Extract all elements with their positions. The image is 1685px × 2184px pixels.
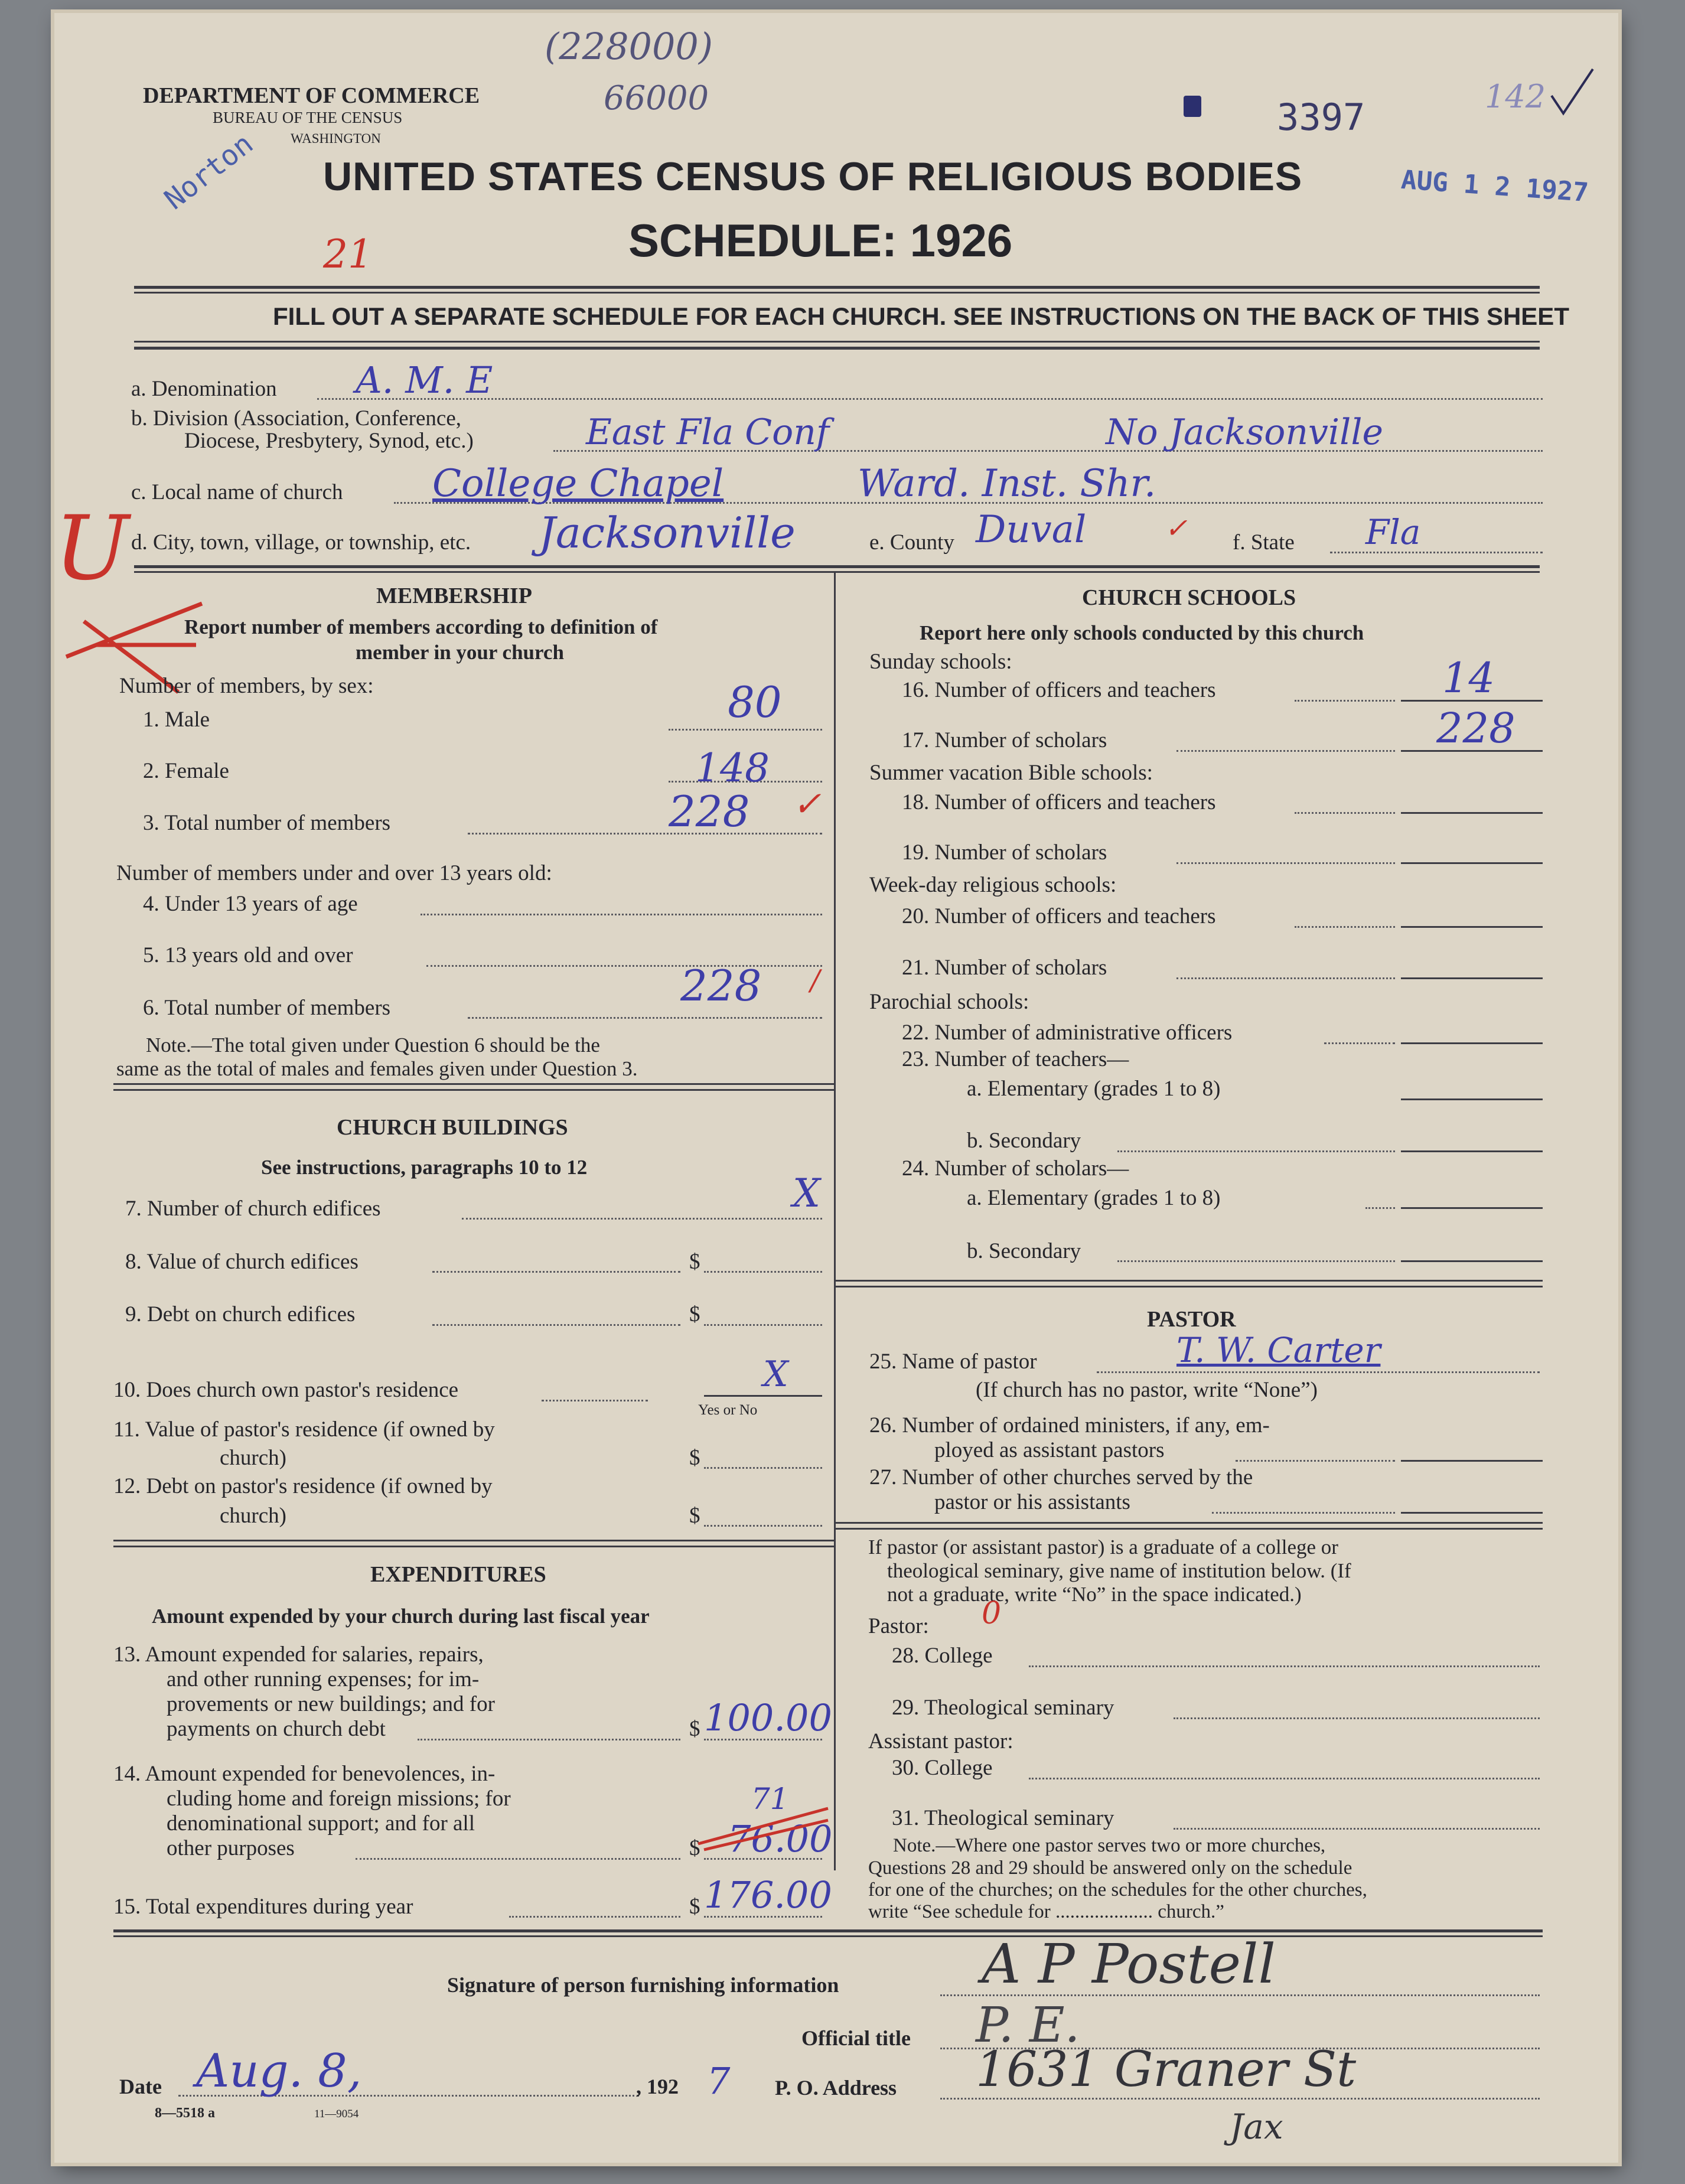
q15-dollar: $ <box>689 1895 700 1919</box>
q1-label: 1. Male <box>143 708 210 732</box>
q26-label-2: ployed as assistant pastors <box>934 1438 1165 1462</box>
dotted-line <box>432 1324 680 1326</box>
official-title-label: Official title <box>801 2026 911 2050</box>
schedule-title: SCHEDULE: 1926 <box>628 214 1013 266</box>
q4-label: 4. Under 13 years of age <box>143 892 358 916</box>
pastor-grad-value[interactable]: 0 <box>982 1596 1002 1631</box>
dotted-line <box>1117 1260 1395 1262</box>
q13-dollar: $ <box>689 1717 700 1741</box>
q11-label-2: church) <box>220 1446 286 1470</box>
q13-label-3: provements or new buildings; and for <box>167 1692 495 1716</box>
date-label: Date <box>119 2075 162 2098</box>
dotted-line <box>1295 926 1395 928</box>
q13-label-2: and other running expenses; for im- <box>167 1667 480 1691</box>
form-number: 8—5518 a <box>155 2105 215 2121</box>
q14-value[interactable]: 76.00 <box>728 1817 833 1860</box>
q27-label: 27. Number of other churches served by the <box>869 1465 1253 1489</box>
q7-value[interactable]: X <box>793 1171 820 1216</box>
answer-line <box>1401 1512 1543 1514</box>
dotted-line <box>1176 750 1395 752</box>
stamp-number: 3397 <box>1277 96 1365 139</box>
answer-line <box>704 1467 822 1469</box>
weekday-label: Week-day religious schools: <box>869 873 1117 897</box>
dotted-line <box>418 1739 680 1740</box>
q18-label: 18. Number of officers and teachers <box>902 790 1216 814</box>
answer-line <box>704 1395 822 1397</box>
answer-line <box>669 729 822 731</box>
dotted-line <box>1295 700 1395 702</box>
q3-label: 3. Total number of members <box>143 811 391 835</box>
answer-line <box>421 914 822 915</box>
sunday-label: Sunday schools: <box>869 650 1012 674</box>
q14-label-3: denominational support; and for all <box>167 1811 475 1836</box>
q3-value[interactable]: 228 <box>669 787 750 836</box>
q9-label: 9. Debt on church edifices <box>125 1302 356 1326</box>
q16-label: 16. Number of officers and teachers <box>902 678 1216 702</box>
rule <box>113 1929 1543 1932</box>
q17-value[interactable]: 228 <box>1436 704 1515 752</box>
official-title-value[interactable]: P. E. <box>976 1997 1080 2053</box>
red-strikethrough-icon <box>692 1797 834 1862</box>
membership-sub1: Report number of members according to definition of <box>184 615 658 638</box>
answer-line <box>704 1324 822 1326</box>
rule <box>134 565 1540 568</box>
expenditures-sub: Amount expended by your church during last fiscal year <box>152 1605 650 1628</box>
q17-label: 17. Number of scholars <box>902 728 1107 752</box>
q24b-label: b. Secondary <box>967 1239 1081 1263</box>
rule <box>834 1528 1543 1530</box>
county-label: e. County <box>869 530 954 555</box>
division-label: b. Division (Association, Conference, <box>131 406 461 431</box>
grad-instr-3: not a graduate, write “No” in the space indicated.) <box>887 1583 1302 1606</box>
dotted-line <box>1176 862 1395 864</box>
by-sex-label: Number of members, by sex: <box>119 674 374 698</box>
q28-label: 28. College <box>892 1644 993 1668</box>
q26-label: 26. Number of ordained ministers, if any, em- <box>869 1413 1270 1437</box>
state-value[interactable]: Fla <box>1365 512 1421 552</box>
answer-line <box>1097 1371 1540 1373</box>
q25-value[interactable]: T. W. Carter <box>1176 1330 1381 1370</box>
assistant-label: Assistant pastor: <box>868 1729 1013 1753</box>
handwritten-number-paren: (228000) <box>545 25 713 68</box>
answer-line <box>1174 1828 1540 1830</box>
date-stamp: AUG 1 2 1927 <box>1400 164 1590 208</box>
q13-label: 13. Amount expended for salaries, repairs, <box>113 1642 484 1667</box>
division-value-2[interactable]: No Jacksonville <box>1106 412 1384 453</box>
rule <box>113 1935 1543 1937</box>
address-line <box>940 2098 1540 2100</box>
answer-line <box>1401 862 1543 864</box>
schools-heading: CHURCH SCHOOLS <box>1082 585 1296 610</box>
answer-line <box>1401 1460 1543 1462</box>
q6-label: 6. Total number of members <box>143 996 391 1020</box>
instruction-banner: FILL OUT A SEPARATE SCHEDULE FOR EACH CHURCH. SEE INSTRUCTIONS ON THE BACK OF THIS SHEET <box>273 302 1569 330</box>
red-mark-u: U <box>54 497 129 600</box>
dotted-line <box>509 1916 680 1918</box>
summer-label: Summer vacation Bible schools: <box>869 761 1153 785</box>
local-name-value[interactable]: College Chapel <box>432 462 724 506</box>
q29-label: 29. Theological seminary <box>892 1696 1114 1720</box>
dotted-line <box>1365 1207 1395 1209</box>
answer-line <box>468 833 822 835</box>
q2-label: 2. Female <box>143 759 229 783</box>
local-name-value-2[interactable]: Ward. Inst. Shr. <box>858 462 1156 506</box>
county-check: ✓ <box>1165 512 1188 544</box>
q5-label: 5. 13 years old and over <box>143 943 353 967</box>
q12-label-2: church) <box>220 1504 286 1528</box>
answer-line <box>1401 812 1543 814</box>
print-number: 11—9054 <box>314 2108 359 2120</box>
state-label: f. State <box>1233 530 1295 555</box>
q20-label: 20. Number of officers and teachers <box>902 904 1216 928</box>
address-label: P. O. Address <box>775 2076 897 2100</box>
q8-label: 8. Value of church edifices <box>125 1250 358 1274</box>
answer-line <box>1401 1260 1543 1262</box>
q31-label: 31. Theological seminary <box>892 1806 1114 1830</box>
answer-line <box>1174 1717 1540 1719</box>
answer-line <box>704 1271 822 1273</box>
membership-heading: MEMBERSHIP <box>376 584 532 608</box>
q1-value[interactable]: 80 <box>728 677 782 727</box>
county-value[interactable]: Duval <box>976 508 1087 552</box>
stamp-ink-mark <box>1184 96 1201 117</box>
q8-dollar: $ <box>689 1250 700 1274</box>
grad-instr-2: theological seminary, give name of institution below. (If <box>887 1559 1351 1582</box>
rule <box>834 1286 1543 1287</box>
q25-label: 25. Name of pastor <box>869 1349 1037 1374</box>
pastor-note-3: for one of the churches; on the schedules for the other churches, <box>868 1879 1367 1901</box>
rule <box>134 341 1540 343</box>
local-name-label: c. Local name of church <box>131 480 343 504</box>
q6-value[interactable]: 228 <box>680 961 762 1010</box>
q14-label: 14. Amount expended for benevolences, in- <box>113 1762 496 1786</box>
division-label-2: Diocese, Presbytery, Synod, etc.) <box>184 429 474 453</box>
answer-line <box>1401 977 1543 979</box>
buildings-sub: See instructions, paragraphs 10 to 12 <box>261 1156 588 1179</box>
rule <box>134 571 1540 573</box>
q16-value[interactable]: 14 <box>1442 654 1495 702</box>
q24-label: 24. Number of scholars— <box>902 1156 1129 1181</box>
signature-label: Signature of person furnishing information <box>447 1973 839 1997</box>
dotted-line <box>1324 1042 1395 1044</box>
q7-label: 7. Number of church edifices <box>125 1197 381 1221</box>
form-title: UNITED STATES CENSUS OF RELIGIOUS BODIES <box>323 154 1303 199</box>
q14-dollar: $ <box>689 1836 700 1860</box>
q22-label: 22. Number of administrative officers <box>902 1021 1233 1045</box>
dotted-line <box>1212 1512 1395 1514</box>
answer-line <box>1401 1098 1543 1100</box>
denomination-value[interactable]: A. M. E <box>356 358 493 402</box>
yes-no-hint: Yes or No <box>698 1402 758 1418</box>
q11-label: 11. Value of pastor's residence (if owned by <box>113 1417 495 1442</box>
q14-label-2: cluding home and foreign missions; for <box>167 1787 511 1811</box>
q9-dollar: $ <box>689 1302 700 1326</box>
column-divider <box>834 571 836 1870</box>
q3-check: ✓ <box>793 784 822 824</box>
q12-label: 12. Debt on pastor's residence (if owned by <box>113 1474 493 1498</box>
year-digit[interactable]: 7 <box>707 2059 731 2102</box>
city-value[interactable]: Jacksonville <box>539 508 796 558</box>
q21-label: 21. Number of scholars <box>902 956 1107 980</box>
q10-value[interactable]: X <box>763 1354 788 1395</box>
answer-line <box>1029 1778 1540 1779</box>
q24a-label: a. Elementary (grades 1 to 8) <box>967 1186 1221 1210</box>
dotted-line <box>317 398 1543 400</box>
rule <box>134 292 1540 294</box>
q11-dollar: $ <box>689 1446 700 1470</box>
city-label: WASHINGTON <box>291 131 381 146</box>
address-value[interactable]: 1631 Graner St <box>976 2042 1357 2098</box>
dotted-line <box>1236 1460 1395 1462</box>
q15-label: 15. Total expenditures during year <box>113 1895 413 1919</box>
q15-value[interactable]: 176.00 <box>704 1873 832 1916</box>
year-prefix: , 192 <box>636 2075 679 2098</box>
signature-value[interactable]: A P Postell <box>982 1932 1276 1996</box>
rule <box>113 1540 834 1541</box>
q6-mark: / <box>810 964 820 997</box>
pastor-heading: PASTOR <box>1147 1307 1236 1332</box>
q23-label: 23. Number of teachers— <box>902 1047 1129 1071</box>
dotted-line <box>1295 812 1395 814</box>
rule <box>113 1089 834 1091</box>
rule <box>134 347 1540 350</box>
dotted-line <box>1330 552 1543 553</box>
norton-stamp: Norton <box>158 127 260 217</box>
answer-line <box>1029 1665 1540 1667</box>
corner-number: 142 <box>1485 78 1546 115</box>
address-value-2[interactable]: Jax <box>1230 2107 1283 2147</box>
rule <box>834 1522 1543 1524</box>
answer-line <box>1401 926 1543 928</box>
answer-line <box>704 1525 822 1527</box>
red-number-21: 21 <box>323 232 373 277</box>
rule <box>113 1546 834 1547</box>
q12-dollar: $ <box>689 1504 700 1528</box>
schools-sub: Report here only schools conducted by this church <box>920 621 1364 644</box>
city-label: d. City, town, village, or township, etc. <box>131 530 471 555</box>
q10-label: 10. Does church own pastor's residence <box>113 1378 459 1402</box>
q23a-label: a. Elementary (grades 1 to 8) <box>967 1077 1221 1101</box>
corner-check-icon <box>1549 66 1596 119</box>
q2-value[interactable]: 148 <box>695 745 770 791</box>
expenditures-heading: EXPENDITURES <box>370 1562 546 1587</box>
q30-label: 30. College <box>892 1756 993 1780</box>
date-value[interactable]: Aug. 8, <box>196 2045 362 2098</box>
under-over-label: Number of members under and over 13 years old: <box>116 861 552 885</box>
answer-line <box>426 965 822 967</box>
q14-alt-value: 71 <box>751 1782 789 1816</box>
dept-label: DEPARTMENT OF COMMERCE <box>143 83 480 108</box>
answer-line <box>1401 1150 1543 1152</box>
bureau-label: BUREAU OF THE CENSUS <box>213 109 403 126</box>
q25-note: (If church has no pastor, write “None”) <box>976 1378 1318 1402</box>
dotted-line <box>542 1400 648 1401</box>
dotted-line <box>1176 977 1395 979</box>
membership-note1: Note.—The total given under Question 6 should be the <box>146 1034 600 1057</box>
pastor-note-1: Note.—Where one pastor serves two or more churches, <box>893 1835 1326 1856</box>
pastor-note-4: write “See schedule for .................... church.” <box>868 1901 1224 1922</box>
dotted-line <box>356 1858 680 1860</box>
buildings-heading: CHURCH BUILDINGS <box>337 1115 568 1140</box>
grad-instr-1: If pastor (or assistant pastor) is a graduate of a college or <box>868 1536 1338 1559</box>
handwritten-number-66000: 66000 <box>604 79 709 118</box>
q13-label-4: payments on church debt <box>167 1717 386 1741</box>
q27-label-2: pastor or his assistants <box>934 1490 1130 1514</box>
rule <box>134 286 1540 289</box>
answer-line <box>468 1017 822 1019</box>
pastor-note-2: Questions 28 and 29 should be answered only on the schedule <box>868 1857 1352 1879</box>
membership-note2: same as the total of males and females given under Question 3. <box>116 1057 638 1080</box>
answer-line <box>462 1218 822 1220</box>
membership-sub2: member in your church <box>356 641 564 664</box>
pastor-grad-label: Pastor: <box>868 1614 929 1638</box>
rule <box>834 1280 1543 1282</box>
dotted-line <box>1117 1150 1395 1152</box>
census-form-sheet <box>54 13 1618 2163</box>
q13-value[interactable]: 100.00 <box>704 1696 832 1739</box>
answer-line <box>1401 1042 1543 1044</box>
answer-line <box>1401 1207 1543 1209</box>
division-value[interactable]: East Fla Conf <box>586 412 830 453</box>
q23b-label: b. Secondary <box>967 1129 1081 1153</box>
denomination-label: a. Denomination <box>131 377 277 401</box>
q19-label: 19. Number of scholars <box>902 840 1107 865</box>
parochial-label: Parochial schools: <box>869 990 1029 1014</box>
rule <box>113 1083 834 1085</box>
q14-label-4: other purposes <box>167 1836 295 1860</box>
dotted-line <box>432 1271 680 1273</box>
